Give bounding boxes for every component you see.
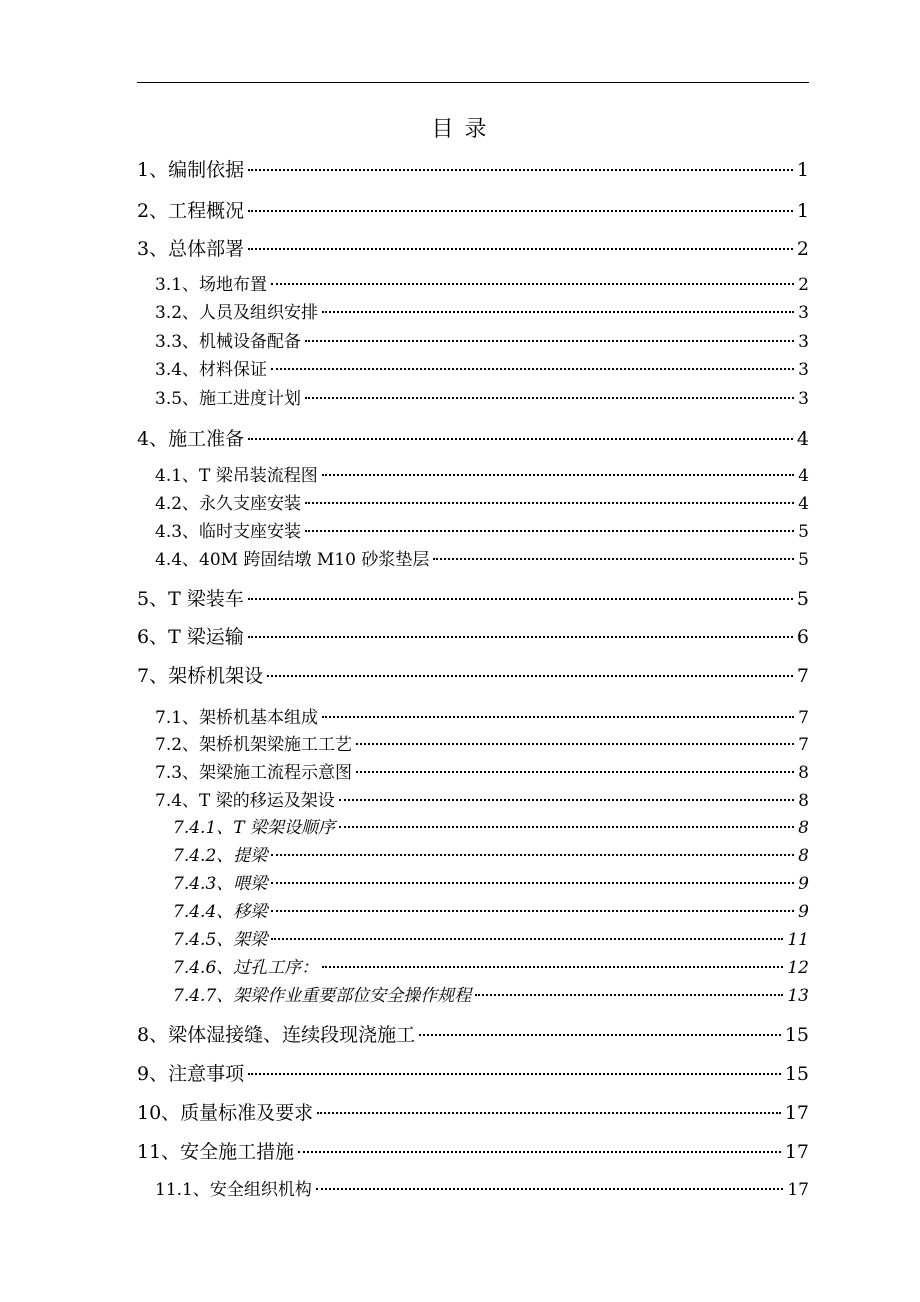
toc-dot-leader bbox=[267, 675, 793, 677]
toc-dot-leader bbox=[316, 1188, 784, 1190]
toc-dot-leader bbox=[322, 716, 794, 718]
toc-dot-leader bbox=[356, 743, 794, 745]
toc-entry-label: 3.4、材料保证 bbox=[155, 360, 268, 380]
toc-entry[interactable] bbox=[137, 234, 809, 261]
toc-dot-leader bbox=[248, 248, 793, 250]
toc-entry-label: 7.4.4、移梁 bbox=[173, 902, 268, 922]
toc-entry[interactable] bbox=[137, 1059, 809, 1086]
toc-entry-label: 3.1、场地布置 bbox=[155, 275, 268, 295]
toc-entry[interactable] bbox=[137, 517, 809, 542]
toc-dot-leader bbox=[475, 994, 783, 996]
toc-dot-leader bbox=[248, 210, 793, 212]
toc-entry[interactable] bbox=[137, 545, 809, 570]
toc-entry-page: 4 bbox=[798, 466, 809, 486]
toc-entry-label: 4、施工准备 bbox=[137, 428, 245, 450]
toc-entry-label: 7.4.6、过孔工序： bbox=[173, 958, 319, 978]
toc-entry[interactable] bbox=[137, 1137, 809, 1164]
toc-entry-page: 1 bbox=[796, 159, 809, 181]
toc-dot-leader bbox=[271, 910, 794, 912]
toc-entry-page: 17 bbox=[787, 1180, 809, 1200]
toc-entry-page: 5 bbox=[796, 588, 809, 610]
toc-entry[interactable] bbox=[137, 1098, 809, 1125]
toc-entry-label: 2、工程概况 bbox=[137, 200, 245, 222]
toc-entry[interactable] bbox=[137, 981, 809, 1006]
toc-entry-page: 7 bbox=[798, 735, 809, 755]
toc-dot-leader bbox=[248, 169, 793, 171]
toc-entry[interactable] bbox=[137, 327, 809, 352]
toc-entry-page: 6 bbox=[796, 626, 809, 648]
toc-entry-page: 1 bbox=[796, 200, 809, 222]
toc-entry-label: 4.4、40M 跨固结墩 M10 砂浆垫层 bbox=[155, 550, 430, 570]
toc-entry-page: 15 bbox=[784, 1024, 809, 1046]
toc-entry-label: 7.4.7、架梁作业重要部位安全操作规程 bbox=[173, 986, 472, 1006]
toc-entry-label: 4.2、永久支座安装 bbox=[155, 494, 302, 514]
toc-entry-label: 4.1、T 梁吊装流程图 bbox=[155, 466, 318, 486]
toc-entry-page: 4 bbox=[796, 428, 809, 450]
toc-entry-label: 7、架桥机架设 bbox=[137, 665, 264, 687]
toc-entry[interactable] bbox=[137, 461, 809, 486]
toc-entry[interactable] bbox=[137, 813, 809, 838]
toc-entry-label: 8、梁体湿接缝、连续段现浇施工 bbox=[137, 1024, 416, 1046]
toc-entry-label: 7.3、架梁施工流程示意图 bbox=[155, 763, 353, 783]
toc-entry[interactable] bbox=[137, 196, 809, 223]
toc-entry[interactable] bbox=[137, 270, 809, 295]
toc-entry[interactable] bbox=[137, 786, 809, 811]
toc-entry[interactable] bbox=[137, 869, 809, 894]
toc-entry[interactable] bbox=[137, 384, 809, 409]
toc-entry-label: 7.4.5、架梁 bbox=[173, 930, 268, 950]
toc-entry[interactable] bbox=[137, 703, 809, 728]
toc-entry-label: 7.4.2、提梁 bbox=[173, 846, 268, 866]
toc-entry[interactable] bbox=[137, 622, 809, 649]
toc-entry[interactable] bbox=[137, 730, 809, 755]
toc-entry-label: 1、编制依据 bbox=[137, 159, 245, 181]
toc-entry[interactable] bbox=[137, 758, 809, 783]
toc-entry[interactable] bbox=[137, 925, 809, 950]
toc-entry-label: 7.4.3、喂梁 bbox=[173, 874, 268, 894]
toc-dot-leader bbox=[248, 636, 793, 638]
toc-entry[interactable] bbox=[137, 424, 809, 451]
toc-entry-page: 11 bbox=[787, 930, 809, 950]
toc-dot-leader bbox=[305, 502, 794, 504]
toc-entry[interactable] bbox=[137, 841, 809, 866]
toc-entry[interactable] bbox=[137, 298, 809, 323]
toc-entry-page: 4 bbox=[798, 494, 809, 514]
toc-entry[interactable] bbox=[137, 1020, 809, 1047]
toc-entry[interactable] bbox=[137, 155, 809, 182]
toc-entry-page: 3 bbox=[798, 360, 809, 380]
toc-entry-page: 2 bbox=[798, 275, 809, 295]
header-rule bbox=[137, 82, 809, 83]
toc-entry-page: 5 bbox=[798, 550, 809, 570]
toc-entry-label: 3.2、人员及组织安排 bbox=[155, 303, 319, 323]
toc-entry-page: 17 bbox=[784, 1102, 809, 1124]
toc-entry[interactable] bbox=[137, 355, 809, 380]
toc-entry-page: 15 bbox=[784, 1063, 809, 1085]
toc-entry-label: 9、注意事项 bbox=[137, 1063, 245, 1085]
toc-dot-leader bbox=[271, 368, 794, 370]
toc-dot-leader bbox=[271, 283, 794, 285]
toc-dot-leader bbox=[248, 438, 793, 440]
toc-entry-page: 7 bbox=[796, 665, 809, 687]
toc-dot-leader bbox=[433, 558, 794, 560]
toc-entry-label: 3、总体部署 bbox=[137, 238, 245, 260]
toc-entry-page: 8 bbox=[798, 763, 809, 783]
toc-dot-leader bbox=[298, 1151, 781, 1153]
toc-dot-leader bbox=[419, 1034, 781, 1036]
toc-entry[interactable] bbox=[137, 953, 809, 978]
toc-entry[interactable] bbox=[137, 661, 809, 688]
toc-dot-leader bbox=[322, 311, 794, 313]
toc-entry-page: 3 bbox=[798, 303, 809, 323]
toc-entry-page: 2 bbox=[796, 238, 809, 260]
toc-entry-page: 12 bbox=[787, 958, 809, 978]
toc-dot-leader bbox=[322, 474, 794, 476]
toc-entry-label: 6、T 梁运输 bbox=[137, 626, 244, 648]
toc-dot-leader bbox=[305, 397, 794, 399]
toc-entry[interactable] bbox=[137, 489, 809, 514]
toc-entry-label: 7.2、架桥机架梁施工工艺 bbox=[155, 735, 353, 755]
toc-entry-label: 7.1、架桥机基本组成 bbox=[155, 708, 319, 728]
toc-entry-label: 3.3、机械设备配备 bbox=[155, 332, 302, 352]
toc-dot-leader bbox=[339, 799, 794, 801]
toc-dot-leader bbox=[305, 530, 794, 532]
toc-entry-page: 8 bbox=[798, 791, 809, 811]
toc-dot-leader bbox=[271, 882, 794, 884]
toc-entry[interactable] bbox=[137, 1175, 809, 1200]
toc-dot-leader bbox=[322, 966, 783, 968]
toc-entry-page: 9 bbox=[798, 874, 809, 894]
toc-dot-leader bbox=[271, 854, 794, 856]
toc-entry[interactable] bbox=[137, 584, 809, 611]
toc-dot-leader bbox=[356, 771, 794, 773]
toc-entry-page: 17 bbox=[784, 1141, 809, 1163]
toc-dot-leader bbox=[317, 1112, 781, 1114]
toc-entry-page: 3 bbox=[798, 389, 809, 409]
toc-entry-label: 4.3、临时支座安装 bbox=[155, 522, 302, 542]
toc-dot-leader bbox=[248, 1073, 781, 1075]
toc-entry-label: 7.4.1、T 梁架设顺序 bbox=[173, 818, 335, 838]
toc-entry-page: 9 bbox=[798, 902, 809, 922]
toc-dot-leader bbox=[248, 598, 793, 600]
toc-entry-label: 7.4、T 梁的移运及架设 bbox=[155, 791, 335, 811]
toc-entry-label: 10、质量标准及要求 bbox=[137, 1102, 314, 1124]
toc-entry[interactable] bbox=[137, 897, 809, 922]
toc-entry-label: 3.5、施工进度计划 bbox=[155, 389, 302, 409]
toc-dot-leader bbox=[339, 826, 794, 828]
toc-entry-label: 11.1、安全组织机构 bbox=[155, 1180, 312, 1200]
toc-entry-page: 8 bbox=[798, 818, 809, 838]
toc-dot-leader bbox=[271, 938, 783, 940]
toc-entry-page: 8 bbox=[798, 846, 809, 866]
toc-entry-page: 3 bbox=[798, 332, 809, 352]
toc-entry-page: 7 bbox=[798, 708, 809, 728]
toc-entry-label: 11、安全施工措施 bbox=[137, 1141, 295, 1163]
toc-entry-label: 5、T 梁装车 bbox=[137, 588, 244, 610]
toc-dot-leader bbox=[305, 340, 794, 342]
page-title: 目 录 bbox=[431, 117, 489, 142]
toc-entry-page: 13 bbox=[787, 986, 809, 1006]
toc-entry-page: 5 bbox=[798, 522, 809, 542]
